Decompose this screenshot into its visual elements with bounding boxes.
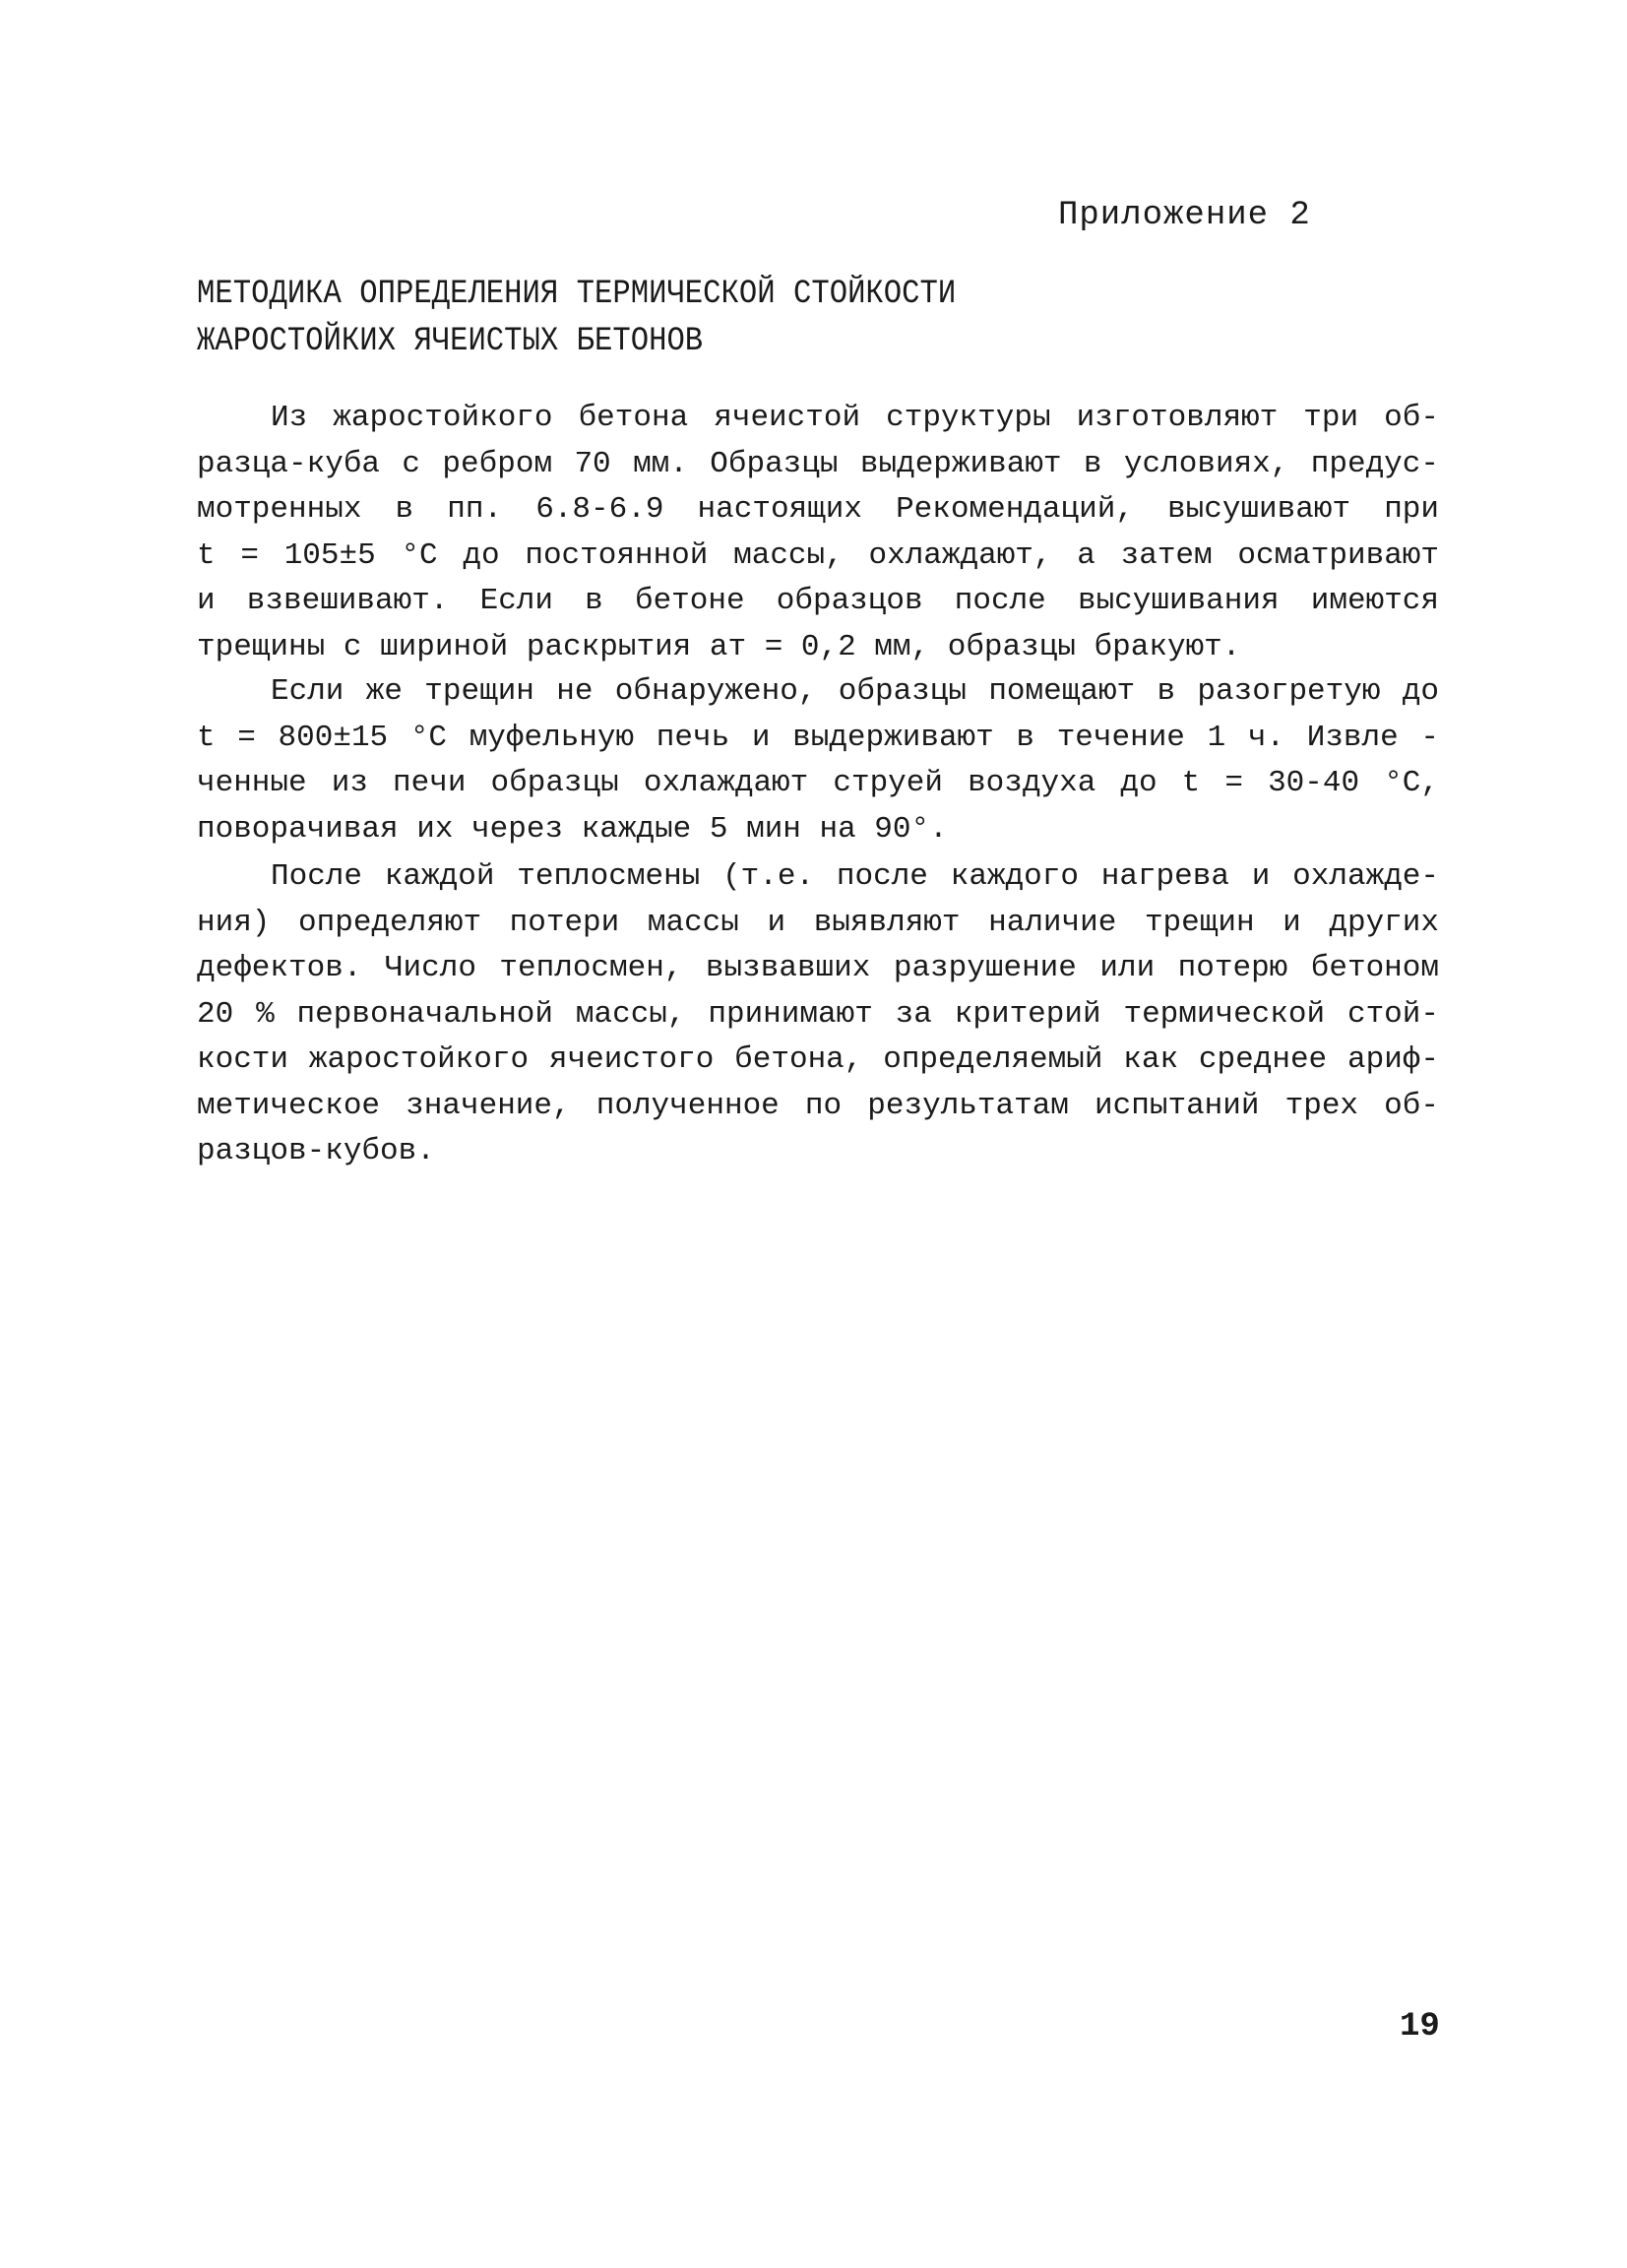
page-number: 19: [1400, 2008, 1440, 2046]
text-line: поворачивая их через каждые 5 мин на 90°.: [197, 811, 948, 847]
text-line: ния) определяют потери массы и выявляют наличие трещин и других: [197, 905, 1439, 940]
text-line: дефектов. Число теплосмен, вызвавших разрушение или потерю бетоном: [197, 951, 1439, 985]
text-line: 20 % первоначальной массы, принимают за критерий термической стой-: [197, 996, 1439, 1032]
text-line: мотренных в пп. 6.8-6.9 настоящих Рекомендаций, высушивают при: [197, 492, 1439, 527]
text-line: t = 800±15 °С муфельную печь и выдерживают в течение 1 ч. Извле -: [197, 720, 1439, 755]
paragraph-2: [197, 669, 1439, 852]
text-line: метическое значение, полученное по результатам испытаний трех об-: [197, 1088, 1439, 1123]
text-line: разца-куба с ребром 70 мм. Образцы выдерживают в условиях, предус-: [197, 446, 1439, 481]
text-line: и взвешивают. Если в бетоне образцов после высушивания имеются: [197, 584, 1439, 618]
paragraph-3: [197, 854, 1439, 1175]
text-line: t = 105±5 °С до постоянной массы, охлаждают, а затем осматривают: [197, 537, 1439, 573]
text-line: Из жаростойкого бетона ячеистой структуры изготовляют три об-: [271, 401, 1439, 435]
text-line: Если же трещин не обнаружено, образцы помещают в разогретую до: [271, 674, 1439, 709]
appendix-label: Приложение 2: [1058, 197, 1311, 234]
document-title: [197, 271, 956, 365]
paragraph-1: [197, 396, 1439, 670]
text-line: разцов-кубов.: [197, 1134, 435, 1168]
text-line: После каждой теплосмены (т.е. после каждого нагрева и охлажде-: [271, 859, 1439, 894]
text-line: трещины с шириной раскрытия aт = 0,2 мм, образцы бракуют.: [197, 629, 1241, 664]
title-line-1: МЕТОДИКА ОПРЕДЕЛЕНИЯ ТЕРМИЧЕСКОЙ СТОЙКОСТИ: [197, 276, 957, 313]
text-line: кости жаростойкого ячеистого бетона, определяемый как среднее ариф-: [197, 1042, 1439, 1077]
text-line: ченные из печи образцы охлаждают струей воздуха до t = 30-40 °С,: [197, 766, 1439, 800]
title-line-2: ЖАРОСТОЙКИХ ЯЧЕИСТЫХ БЕТОНОВ: [197, 323, 704, 360]
